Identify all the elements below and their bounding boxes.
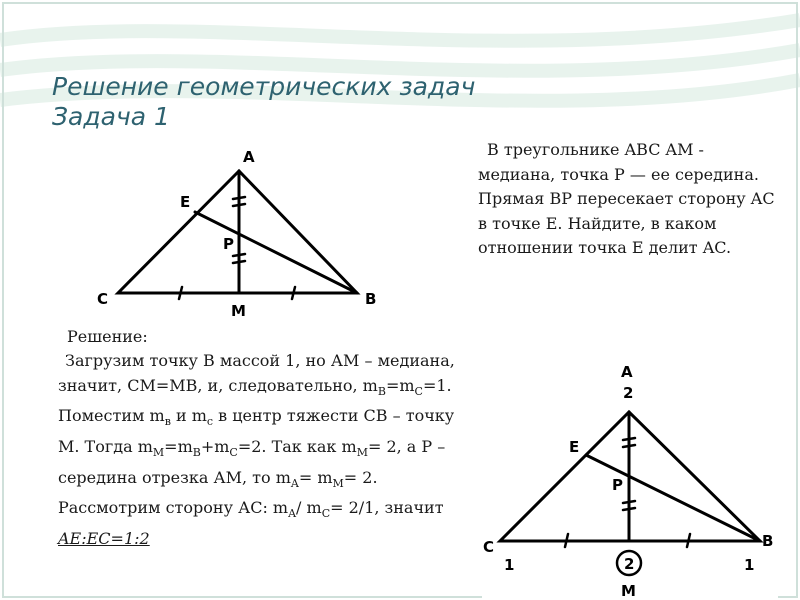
label-b: B [365, 290, 377, 308]
line-be [195, 212, 357, 293]
title-line-1: Решение геометрических задач [52, 72, 476, 101]
label-a-2: A [621, 363, 633, 381]
label-c-2: C [483, 538, 495, 556]
label-b-2: B [762, 532, 774, 550]
triangle-figure-1 [83, 140, 390, 324]
solution-paragraph-3: Так как $m_M= 2$, а Р – середина отрезка АМ, то $m_A= m_M= 2$. [58, 437, 446, 490]
slide-title [52, 72, 475, 132]
mass-a: 2 [623, 384, 634, 402]
title-line-2: Задача 1 [52, 102, 170, 131]
line-be-masses [586, 455, 760, 541]
label-p-2: P [612, 476, 623, 494]
answer-ratio: AE:EC=1:2 [58, 528, 150, 548]
label-e: E [180, 193, 191, 211]
problem-statement: В треугольнике ABC AM - медиана, точка P — ее середина. Прямая BP пересекает сторону AC в точке E. Найдите, в каком отношении точка E делит AC. [478, 140, 775, 257]
solution-paragraph-1: Загрузим точку В массой 1, но АМ – медиана, значит, СМ=МВ, и, следовательно, $m_B=m_C=1$. [58, 351, 455, 398]
solution-paragraph-2: Поместим $m_в$ и $m_с$ в центр тяжести СВ – точку М. Тогда $m_M=m_B+m_C=2$. [58, 406, 455, 460]
solution-paragraph-4: Рассмотрим сторону АС: $m_A/$ $m_C= 2/1$, значит AE:EC=1:2 [58, 498, 444, 548]
label-e-2: E [569, 438, 580, 456]
solution-heading: Решение: [67, 327, 148, 346]
triangle-figure-2 [482, 340, 778, 600]
mass-b: 1 [744, 556, 755, 574]
label-m: M [231, 302, 246, 320]
mass-c: 1 [504, 556, 515, 574]
label-a: A [243, 148, 255, 166]
label-m-2: M [621, 582, 636, 600]
mass-m: 2 [624, 555, 635, 573]
label-p: P [223, 235, 234, 253]
solution-text [58, 325, 470, 551]
label-c: C [97, 290, 109, 308]
